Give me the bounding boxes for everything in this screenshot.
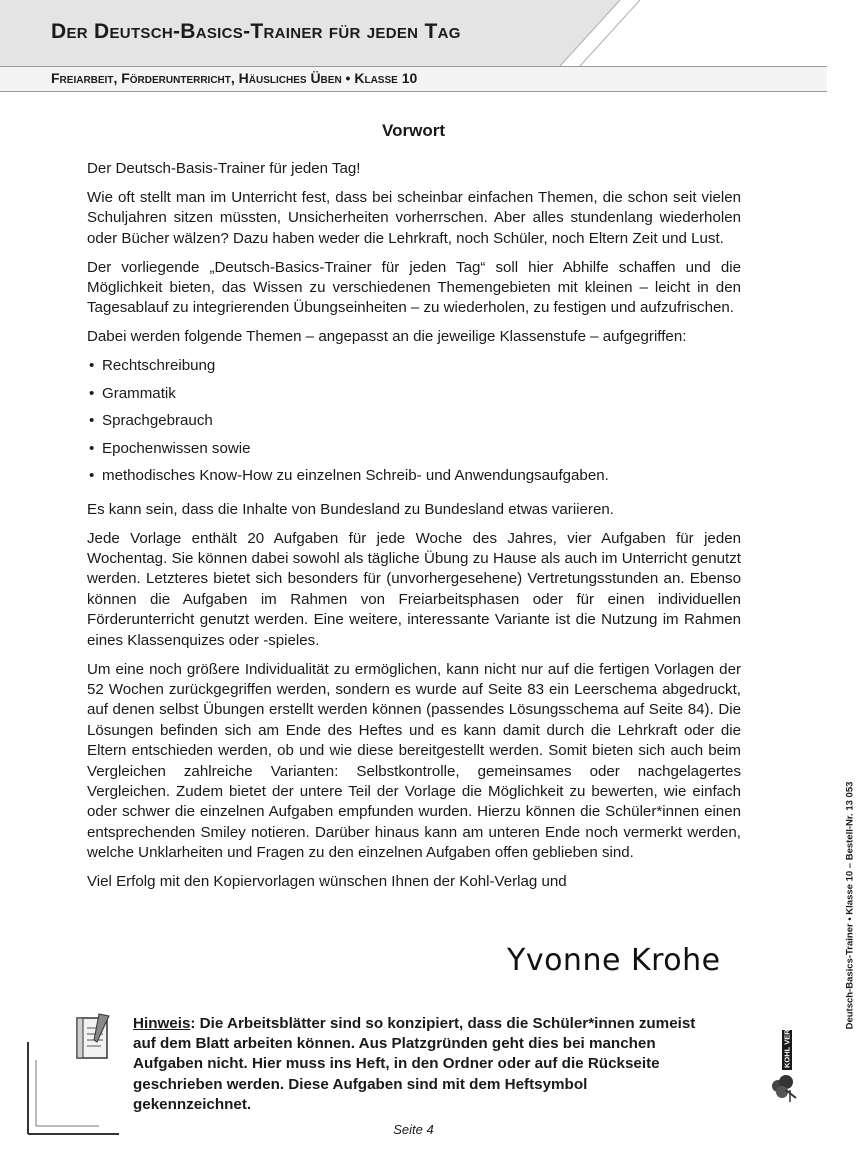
paragraph: Wie oft stellt man im Unterricht fest, dass bei scheinbar einfachen Themen, die schon seit vielen Schuljahren sitzen müssten, Unsicherheiten vorherrschen. Aber alles stundenlang wiederholen oder Bücher wälzen? Dazu haben weder die Lehrkraft, noch Schüler, noch Eltern Zeit und Lust. [87, 188, 741, 247]
paragraph: Um eine noch größere Individualität zu ermöglichen, kann nicht nur auf die fertigen Vorlagen der 52 Wochen zurückgegriffen werden, sondern es wurde auf Seite 83 ein Leerschema abgedruckt, auf denen selbst Übungen erstellt werden können (passendes Lösungsschema auf Seite 84). Die Lösungen befinden sich am Ende des Heftes und es kann damit durch die Lehrkraft oder die Eltern entschieden werden, ob und wie diese bereitgestellt werden. Somit bieten sich auch beim Vergleichen zahlreiche Varianten: Selbstkontrolle, gemeinsames oder nachgelagertes Vergleichen. Zudem bietet der untere Teil der Vorlage die Möglichkeit zu bewerten, wie einfach oder schwer die einzelnen Aufgaben empfunden wurden. Hierzu können die Schüler*innen einen entsprechenden Smiley notieren. Darüber hinaus kann am unteren Ende noch vermerkt werden, welche Unklarheiten und Fragen zu den einzelnen Aufgaben offen geblieben sind. [87, 660, 741, 862]
list-item: • Grammatik [87, 384, 741, 412]
subheader-bar [0, 66, 827, 92]
header-title: Der Deutsch-Basics-Trainer für jeden Tag [51, 20, 461, 43]
topic-list [87, 356, 741, 494]
paragraph: Es kann sein, dass die Inhalte von Bundesland zu Bundesland etwas variieren. [87, 500, 614, 518]
logo-label: KOHL VERLAG [782, 1013, 792, 1068]
intro-line: Der Deutsch-Basis-Trainer für jeden Tag! [87, 160, 361, 177]
sidebar-order-info: Deutsch-Basics-Trainer • Klasse 10 – Bestell-Nr. 13 053 [844, 781, 856, 1030]
paragraph: Viel Erfolg mit den Kopiervorlagen wünschen Ihnen der Kohl-Verlag und [87, 873, 567, 891]
publisher-logo [766, 1013, 806, 1110]
body-text [87, 159, 741, 901]
note-box [133, 1014, 708, 1115]
note-text: : Die Arbeitsblätter sind so konzipiert, dass die Schüler*innen zumeist auf dem Blatt arbeiten können. Aus Platzgründen geht dies bei manchen Aufgaben nicht. Hier muss ins Heft, in den Ordner oder auf die Rückseite geschrieben werden. Diese Aufgaben sind mit dem Heftsymbol gekennzeichnet. [133, 1015, 696, 1113]
page-title: Vorwort [382, 121, 445, 140]
list-item: • Epochenwissen sowie [87, 439, 741, 467]
header-subtitle: Freiarbeit, Förderunterricht, Häusliches Üben • Klasse 10 [51, 70, 418, 86]
list-item: • Rechtschreibung [87, 356, 741, 384]
signature: Yvonne Krohe [507, 943, 721, 978]
paragraph: Dabei werden folgende Themen – angepasst an die jeweilige Klassenstufe – aufgegriffen: [87, 328, 687, 346]
paragraph: Der vorliegende „Deutsch-Basics-Trainer für jeden Tag“ soll hier Abhilfe schaffen und die Möglichkeit bieten, das Wissen zu verschiedenen Themengebieten mit kleinen – leicht in den Tagesablauf zu integrierenden Übungseinheiten – zu wiederholen, zu festigen und aufzufrischen. [87, 258, 741, 317]
page-number: Seite 4 [393, 1122, 434, 1137]
paragraph: Jede Vorlage enthält 20 Aufgaben für jede Woche des Jahres, vier Aufgaben für jeden Wochentag. Sie können dabei sowohl als tägliche Übung zu Hause als auch im Unterricht genutzt werden. Letzteres bietet sich besonders für (unvorhergesehene) Vertretungsstunden an. Ebenso können die Aufgaben im Rahmen von Freiarbeitsphasen oder für einen individuellen Förderunterricht genutzt werden. Eine weitere, interessante Variante ist die Nutzung im Rahmen eines Klassenquizes oder -spieles. [87, 529, 741, 649]
list-item: • methodisches Know-How zu einzelnen Schreib- und Anwendungsaufgaben. [87, 466, 741, 494]
list-item: • Sprachgebrauch [87, 411, 741, 439]
note-label: Hinweis [133, 1015, 191, 1032]
